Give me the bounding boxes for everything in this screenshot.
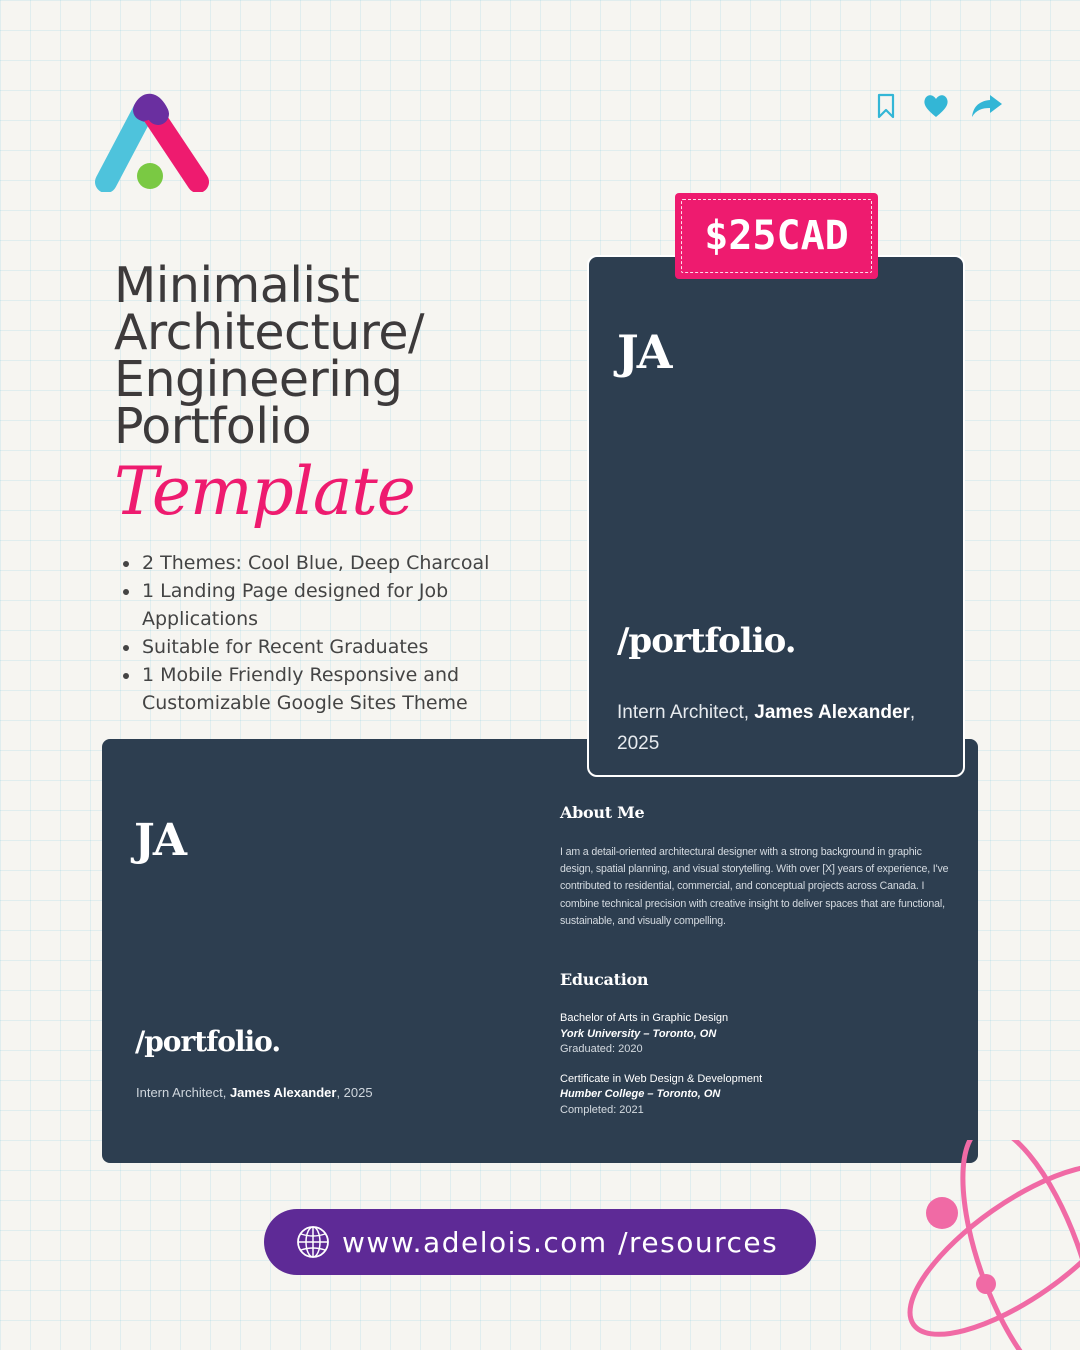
portfolio-heading: /portfolio. xyxy=(617,621,796,661)
title-line: Portfolio xyxy=(114,398,312,455)
role-text: Intern Architect, xyxy=(617,702,750,723)
price-label: $25CAD xyxy=(704,213,849,259)
page-title xyxy=(114,257,534,530)
title-line: Engineering xyxy=(114,351,403,408)
monogram: JA xyxy=(134,815,185,866)
title-line: Architecture/ xyxy=(114,304,424,361)
globe-icon xyxy=(296,1225,330,1259)
role-text: Intern Architect, xyxy=(136,1085,227,1100)
portfolio-subtitle xyxy=(136,1085,373,1100)
monogram: JA xyxy=(617,325,671,379)
feature-item: 1 Landing Page designed for Job Applications xyxy=(120,577,520,633)
education-item xyxy=(560,1072,952,1119)
school-text: York University – Toronto, ON xyxy=(560,1027,717,1040)
feature-item: 1 Mobile Friendly Responsive and Customizable Google Sites Theme xyxy=(120,661,520,717)
degree-text: Certificate in Web Design & Development xyxy=(560,1072,763,1085)
year-text: , 2025 xyxy=(617,702,916,754)
feature-list xyxy=(120,549,520,717)
feature-item: 2 Themes: Cool Blue, Deep Charcoal xyxy=(120,549,520,577)
date-text: Graduated: 2020 xyxy=(560,1043,643,1056)
website-link[interactable] xyxy=(264,1209,816,1275)
about-heading: About Me xyxy=(560,803,645,822)
name-text: James Alexander xyxy=(754,702,910,723)
bookmark-icon[interactable] xyxy=(874,92,902,120)
title-accent: Template xyxy=(114,453,415,530)
school-text: Humber College – Toronto, ON xyxy=(560,1088,721,1101)
date-text: Completed: 2021 xyxy=(560,1103,644,1116)
degree-text: Bachelor of Arts in Graphic Design xyxy=(560,1012,729,1025)
about-text: I am a detail-oriented architectural designer with a strong background in graphic design, spatial planning, and visual storytelling. With over [X] years of experience, I've contributed to residential, commercial, and conceptual projects across Canada. I combine technical precision with creative insight to deliver spaces that are functional, sustainable, and visually compelling. xyxy=(560,846,949,927)
desktop-preview-card xyxy=(102,739,978,1163)
education-item xyxy=(560,1011,952,1058)
title-line: Minimalist xyxy=(114,257,360,314)
mobile-preview-card xyxy=(587,255,965,777)
portfolio-heading: /portfolio. xyxy=(135,1025,281,1058)
url-text: www.adelois.com /resources xyxy=(342,1225,779,1259)
year-text: , 2025 xyxy=(336,1085,373,1100)
orbit-decoration xyxy=(860,1140,1080,1350)
feature-item: Suitable for Recent Graduates xyxy=(120,633,520,661)
social-actions xyxy=(874,92,1004,120)
desktop-content-column xyxy=(560,803,952,1118)
education-heading: Education xyxy=(560,970,649,990)
price-tag xyxy=(675,193,878,279)
share-icon[interactable] xyxy=(970,92,1004,120)
heart-icon[interactable] xyxy=(922,92,950,120)
adelois-logo xyxy=(92,92,212,192)
portfolio-subtitle xyxy=(617,697,947,759)
name-text: James Alexander xyxy=(229,1085,337,1100)
price-tag-border xyxy=(681,199,872,273)
